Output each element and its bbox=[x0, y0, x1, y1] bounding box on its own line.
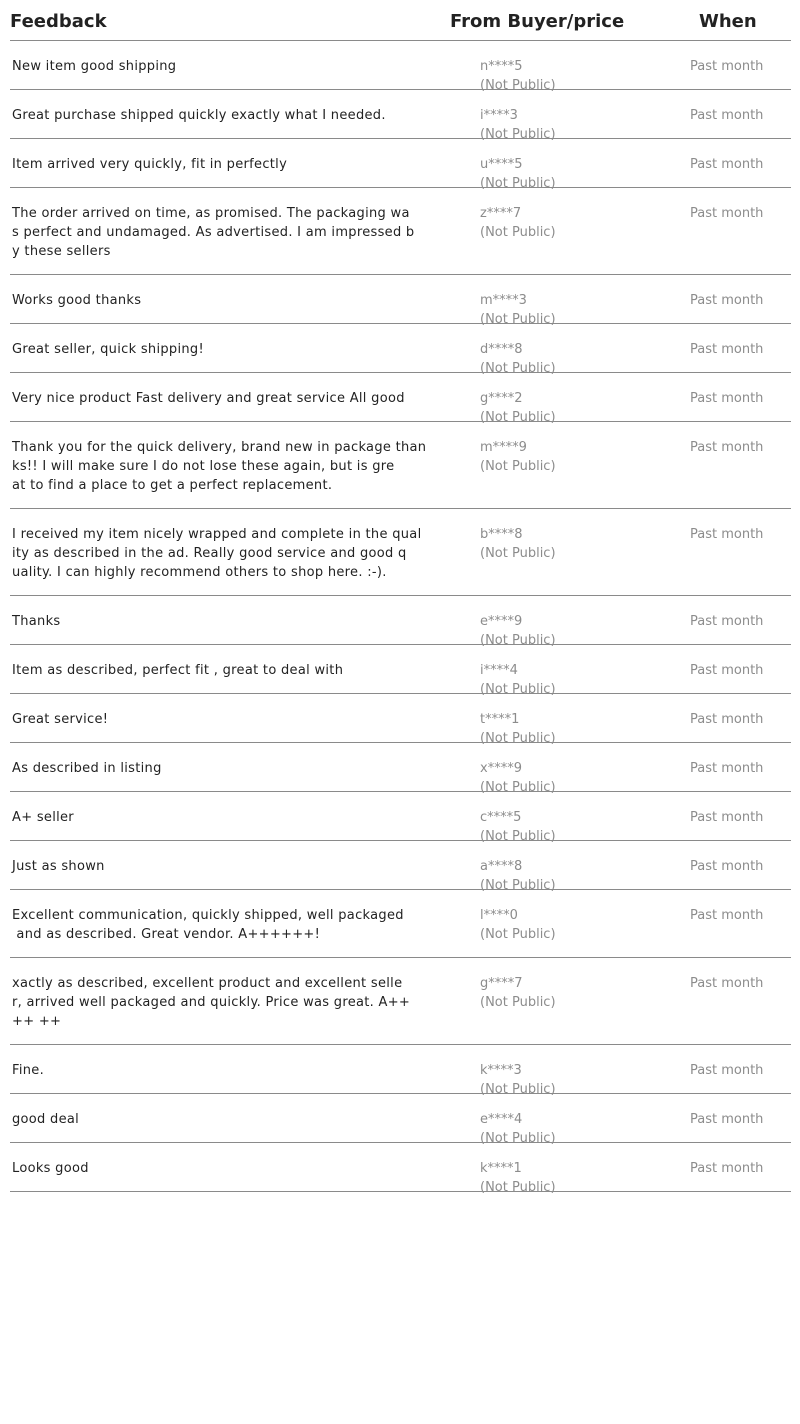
feedback-text: I received my item nicely wrapped and complete in the qual ity as described in the ad. Really good service and good q uality. I can highly recommend others to shop here. :-). bbox=[12, 527, 422, 580]
when-cell: Past month bbox=[690, 859, 764, 874]
buyer-id: m****9 bbox=[480, 440, 527, 455]
table-row bbox=[10, 509, 791, 596]
buyer-id: a****8 bbox=[480, 859, 523, 874]
buyer-id: l****0 bbox=[480, 908, 518, 923]
buyer-cell bbox=[480, 525, 556, 563]
price-not-public-note: (Not Public) bbox=[480, 361, 556, 376]
when-cell: Past month bbox=[690, 108, 764, 123]
when-cell: Past month bbox=[690, 527, 764, 542]
when-cell: Past month bbox=[690, 908, 764, 923]
price-not-public-note: (Not Public) bbox=[480, 1180, 556, 1195]
price-not-public-note: (Not Public) bbox=[480, 633, 556, 648]
when-cell: Past month bbox=[690, 1063, 764, 1078]
buyer-id: m****3 bbox=[480, 293, 527, 308]
feedback-text: Thank you for the quick delivery, brand new in package than ks!! I will make sure I do not lose these again, but is gre at to find a place to get a perfect replacement. bbox=[12, 440, 427, 493]
when-cell: Past month bbox=[690, 976, 764, 991]
feedback-rows bbox=[10, 41, 791, 1195]
price-not-public-note: (Not Public) bbox=[480, 312, 556, 327]
table-row bbox=[10, 596, 791, 648]
buyer-cell bbox=[480, 1159, 556, 1197]
feedback-text: The order arrived on time, as promised. The packaging wa s perfect and undamaged. As advertised. I am impressed b y these sellers bbox=[12, 206, 415, 259]
buyer-id: i****4 bbox=[480, 663, 518, 678]
buyer-cell bbox=[480, 438, 556, 476]
table-row bbox=[10, 1045, 791, 1097]
when-cell: Past month bbox=[690, 663, 764, 678]
feedback-text: Thanks bbox=[12, 614, 61, 629]
table-row bbox=[10, 694, 791, 746]
when-cell: Past month bbox=[690, 1161, 764, 1176]
buyer-cell bbox=[480, 974, 556, 1012]
buyer-cell bbox=[480, 204, 556, 242]
feedback-text: New item good shipping bbox=[12, 59, 177, 74]
price-not-public-note: (Not Public) bbox=[480, 780, 556, 795]
price-not-public-note: (Not Public) bbox=[480, 546, 556, 561]
buyer-id: k****3 bbox=[480, 1063, 522, 1078]
feedback-column-header: Feedback bbox=[10, 11, 107, 32]
table-row bbox=[10, 324, 791, 376]
from-buyer-column-header: From Buyer/price bbox=[450, 11, 625, 32]
table-header bbox=[10, 0, 791, 41]
feedback-text: Great service! bbox=[12, 712, 109, 727]
table-row bbox=[10, 841, 791, 893]
feedback-text: Very nice product Fast delivery and great service All good bbox=[12, 391, 405, 406]
feedback-text: Looks good bbox=[12, 1161, 89, 1176]
feedback-text: Excellent communication, quickly shipped, well packaged and as described. Great vendor. A++++++! bbox=[12, 908, 404, 942]
when-cell: Past month bbox=[690, 614, 764, 629]
buyer-id: g****7 bbox=[480, 976, 523, 991]
feedback-text: A+ seller bbox=[12, 810, 74, 825]
buyer-id: g****2 bbox=[480, 391, 523, 406]
feedback-text: Just as shown bbox=[12, 859, 105, 874]
buyer-id: t****1 bbox=[480, 712, 520, 727]
table-row bbox=[10, 1143, 791, 1195]
when-column-header: When bbox=[699, 11, 757, 32]
price-not-public-note: (Not Public) bbox=[480, 459, 556, 474]
buyer-id: d****8 bbox=[480, 342, 523, 357]
price-not-public-note: (Not Public) bbox=[480, 176, 556, 191]
table-row bbox=[10, 743, 791, 795]
table-row bbox=[10, 41, 791, 93]
buyer-id: b****8 bbox=[480, 527, 523, 542]
price-not-public-note: (Not Public) bbox=[480, 927, 556, 942]
when-cell: Past month bbox=[690, 712, 764, 727]
when-cell: Past month bbox=[690, 206, 764, 221]
feedback-table bbox=[10, 0, 791, 1195]
price-not-public-note: (Not Public) bbox=[480, 731, 556, 746]
price-not-public-note: (Not Public) bbox=[480, 682, 556, 697]
table-row bbox=[10, 90, 791, 142]
table-row bbox=[10, 890, 791, 958]
feedback-text: Great purchase shipped quickly exactly what I needed. bbox=[12, 108, 386, 123]
price-not-public-note: (Not Public) bbox=[480, 829, 556, 844]
price-not-public-note: (Not Public) bbox=[480, 1131, 556, 1146]
buyer-id: u****5 bbox=[480, 157, 523, 172]
buyer-id: x****9 bbox=[480, 761, 522, 776]
buyer-id: z****7 bbox=[480, 206, 522, 221]
table-row bbox=[10, 645, 791, 697]
when-cell: Past month bbox=[690, 761, 764, 776]
buyer-id: e****4 bbox=[480, 1112, 523, 1127]
price-not-public-note: (Not Public) bbox=[480, 878, 556, 893]
feedback-text: Fine. bbox=[12, 1063, 45, 1078]
table-row bbox=[10, 275, 791, 327]
table-row bbox=[10, 422, 791, 509]
price-not-public-note: (Not Public) bbox=[480, 1082, 556, 1097]
table-row bbox=[10, 373, 791, 425]
table-row bbox=[10, 792, 791, 844]
when-cell: Past month bbox=[690, 810, 764, 825]
table-row bbox=[10, 188, 791, 275]
buyer-id: k****1 bbox=[480, 1161, 522, 1176]
feedback-text: Item as described, perfect fit , great to deal with bbox=[12, 663, 344, 678]
buyer-id: c****5 bbox=[480, 810, 522, 825]
when-cell: Past month bbox=[690, 157, 764, 172]
when-cell: Past month bbox=[690, 391, 764, 406]
price-not-public-note: (Not Public) bbox=[480, 410, 556, 425]
when-cell: Past month bbox=[690, 1112, 764, 1127]
when-cell: Past month bbox=[690, 440, 764, 455]
table-row bbox=[10, 1094, 791, 1146]
feedback-text: Great seller, quick shipping! bbox=[12, 342, 204, 357]
buyer-id: i****3 bbox=[480, 108, 518, 123]
buyer-id: n****5 bbox=[480, 59, 523, 74]
price-not-public-note: (Not Public) bbox=[480, 225, 556, 240]
buyer-id: e****9 bbox=[480, 614, 523, 629]
when-cell: Past month bbox=[690, 293, 764, 308]
when-cell: Past month bbox=[690, 342, 764, 357]
feedback-text: Works good thanks bbox=[12, 293, 142, 308]
when-cell: Past month bbox=[690, 59, 764, 74]
table-row bbox=[10, 139, 791, 191]
feedback-text: Item arrived very quickly, fit in perfectly bbox=[12, 157, 288, 172]
table-row bbox=[10, 958, 791, 1045]
feedback-text: xactly as described, excellent product and excellent selle r, arrived well packaged and quickly. Price was great. A++ ++ ++ bbox=[12, 976, 411, 1029]
feedback-text: good deal bbox=[12, 1112, 80, 1127]
buyer-cell bbox=[480, 906, 556, 944]
feedback-text: As described in listing bbox=[12, 761, 162, 776]
price-not-public-note: (Not Public) bbox=[480, 127, 556, 142]
price-not-public-note: (Not Public) bbox=[480, 78, 556, 93]
price-not-public-note: (Not Public) bbox=[480, 995, 556, 1010]
